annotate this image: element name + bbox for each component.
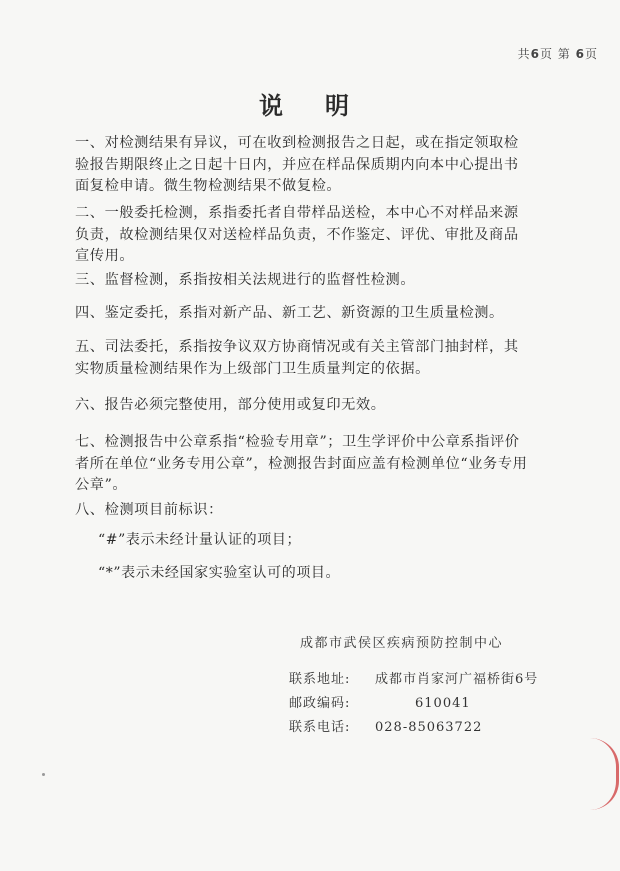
paragraph-8: 八、检测项目前标识：: [75, 502, 223, 518]
organization-name: 成都市武侯区疾病预防控制中心: [300, 636, 504, 651]
current-prefix: 第: [557, 47, 571, 61]
page-title: 说明: [259, 91, 391, 120]
seal-stamp-edge: [590, 738, 619, 810]
postcode-label: 邮政编码:: [289, 696, 351, 711]
phone-value: 028-85063722: [375, 720, 483, 735]
paragraph-5: 五、司法委托，系指按争议双方协商情况或有关主管部门抽封样，其实物质量检测结果作为上级部门卫生质量判定的依据。: [75, 339, 519, 377]
paragraph-1: 一、对检测结果有异议，可在收到检测报告之日起，或在指定领取检验报告期限终止之日起十日内，并应在样品保质期内向本中心提出书面复检申请。微生物检测结果不做复检。: [75, 135, 519, 194]
contact-address: [289, 668, 538, 687]
address-label: 联系地址:: [289, 672, 351, 687]
page-number: [518, 45, 598, 62]
phone-label: 联系电话:: [289, 720, 351, 735]
address-value: 成都市肖家河广福桥街6号: [375, 672, 539, 687]
mark-hash-note: “#”表示未经计量认证的项目；: [98, 532, 302, 548]
total-prefix: 共: [517, 47, 531, 61]
paragraph-3: 三、监督检测，系指按相关法规进行的监督性检测。: [75, 272, 416, 288]
total-pages: 6: [530, 47, 540, 61]
contact-phone: [289, 716, 482, 735]
mark-star-note: “*”表示未经国家实验室认可的项目。: [98, 565, 341, 581]
paragraph-4: 四、鉴定委托，系指对新产品、新工艺、新资源的卫生质量检测。: [75, 305, 504, 321]
current-page: 6: [575, 47, 585, 61]
total-suffix: 页: [539, 47, 553, 61]
paragraph-6: 六、报告必须完整使用，部分使用或复印无效。: [75, 397, 386, 413]
paragraph-7: 七、检测报告中公章系指“检验专用章”；卫生学评价中公章系指评价者所在单位“业务专用公章”，检测报告封面应盖有检测单位“业务专用公章”。: [75, 434, 528, 493]
postcode-value: 610041: [415, 696, 471, 711]
scan-speck: [42, 773, 45, 776]
contact-postcode: [289, 692, 471, 711]
current-suffix: 页: [584, 47, 598, 61]
paragraph-2: 二、一般委托检测，系指委托者自带样品送检，本中心不对样品来源负责，故检测结果仅对送检样品负责，不作鉴定、评优、审批及商品宣传用。: [75, 205, 519, 264]
